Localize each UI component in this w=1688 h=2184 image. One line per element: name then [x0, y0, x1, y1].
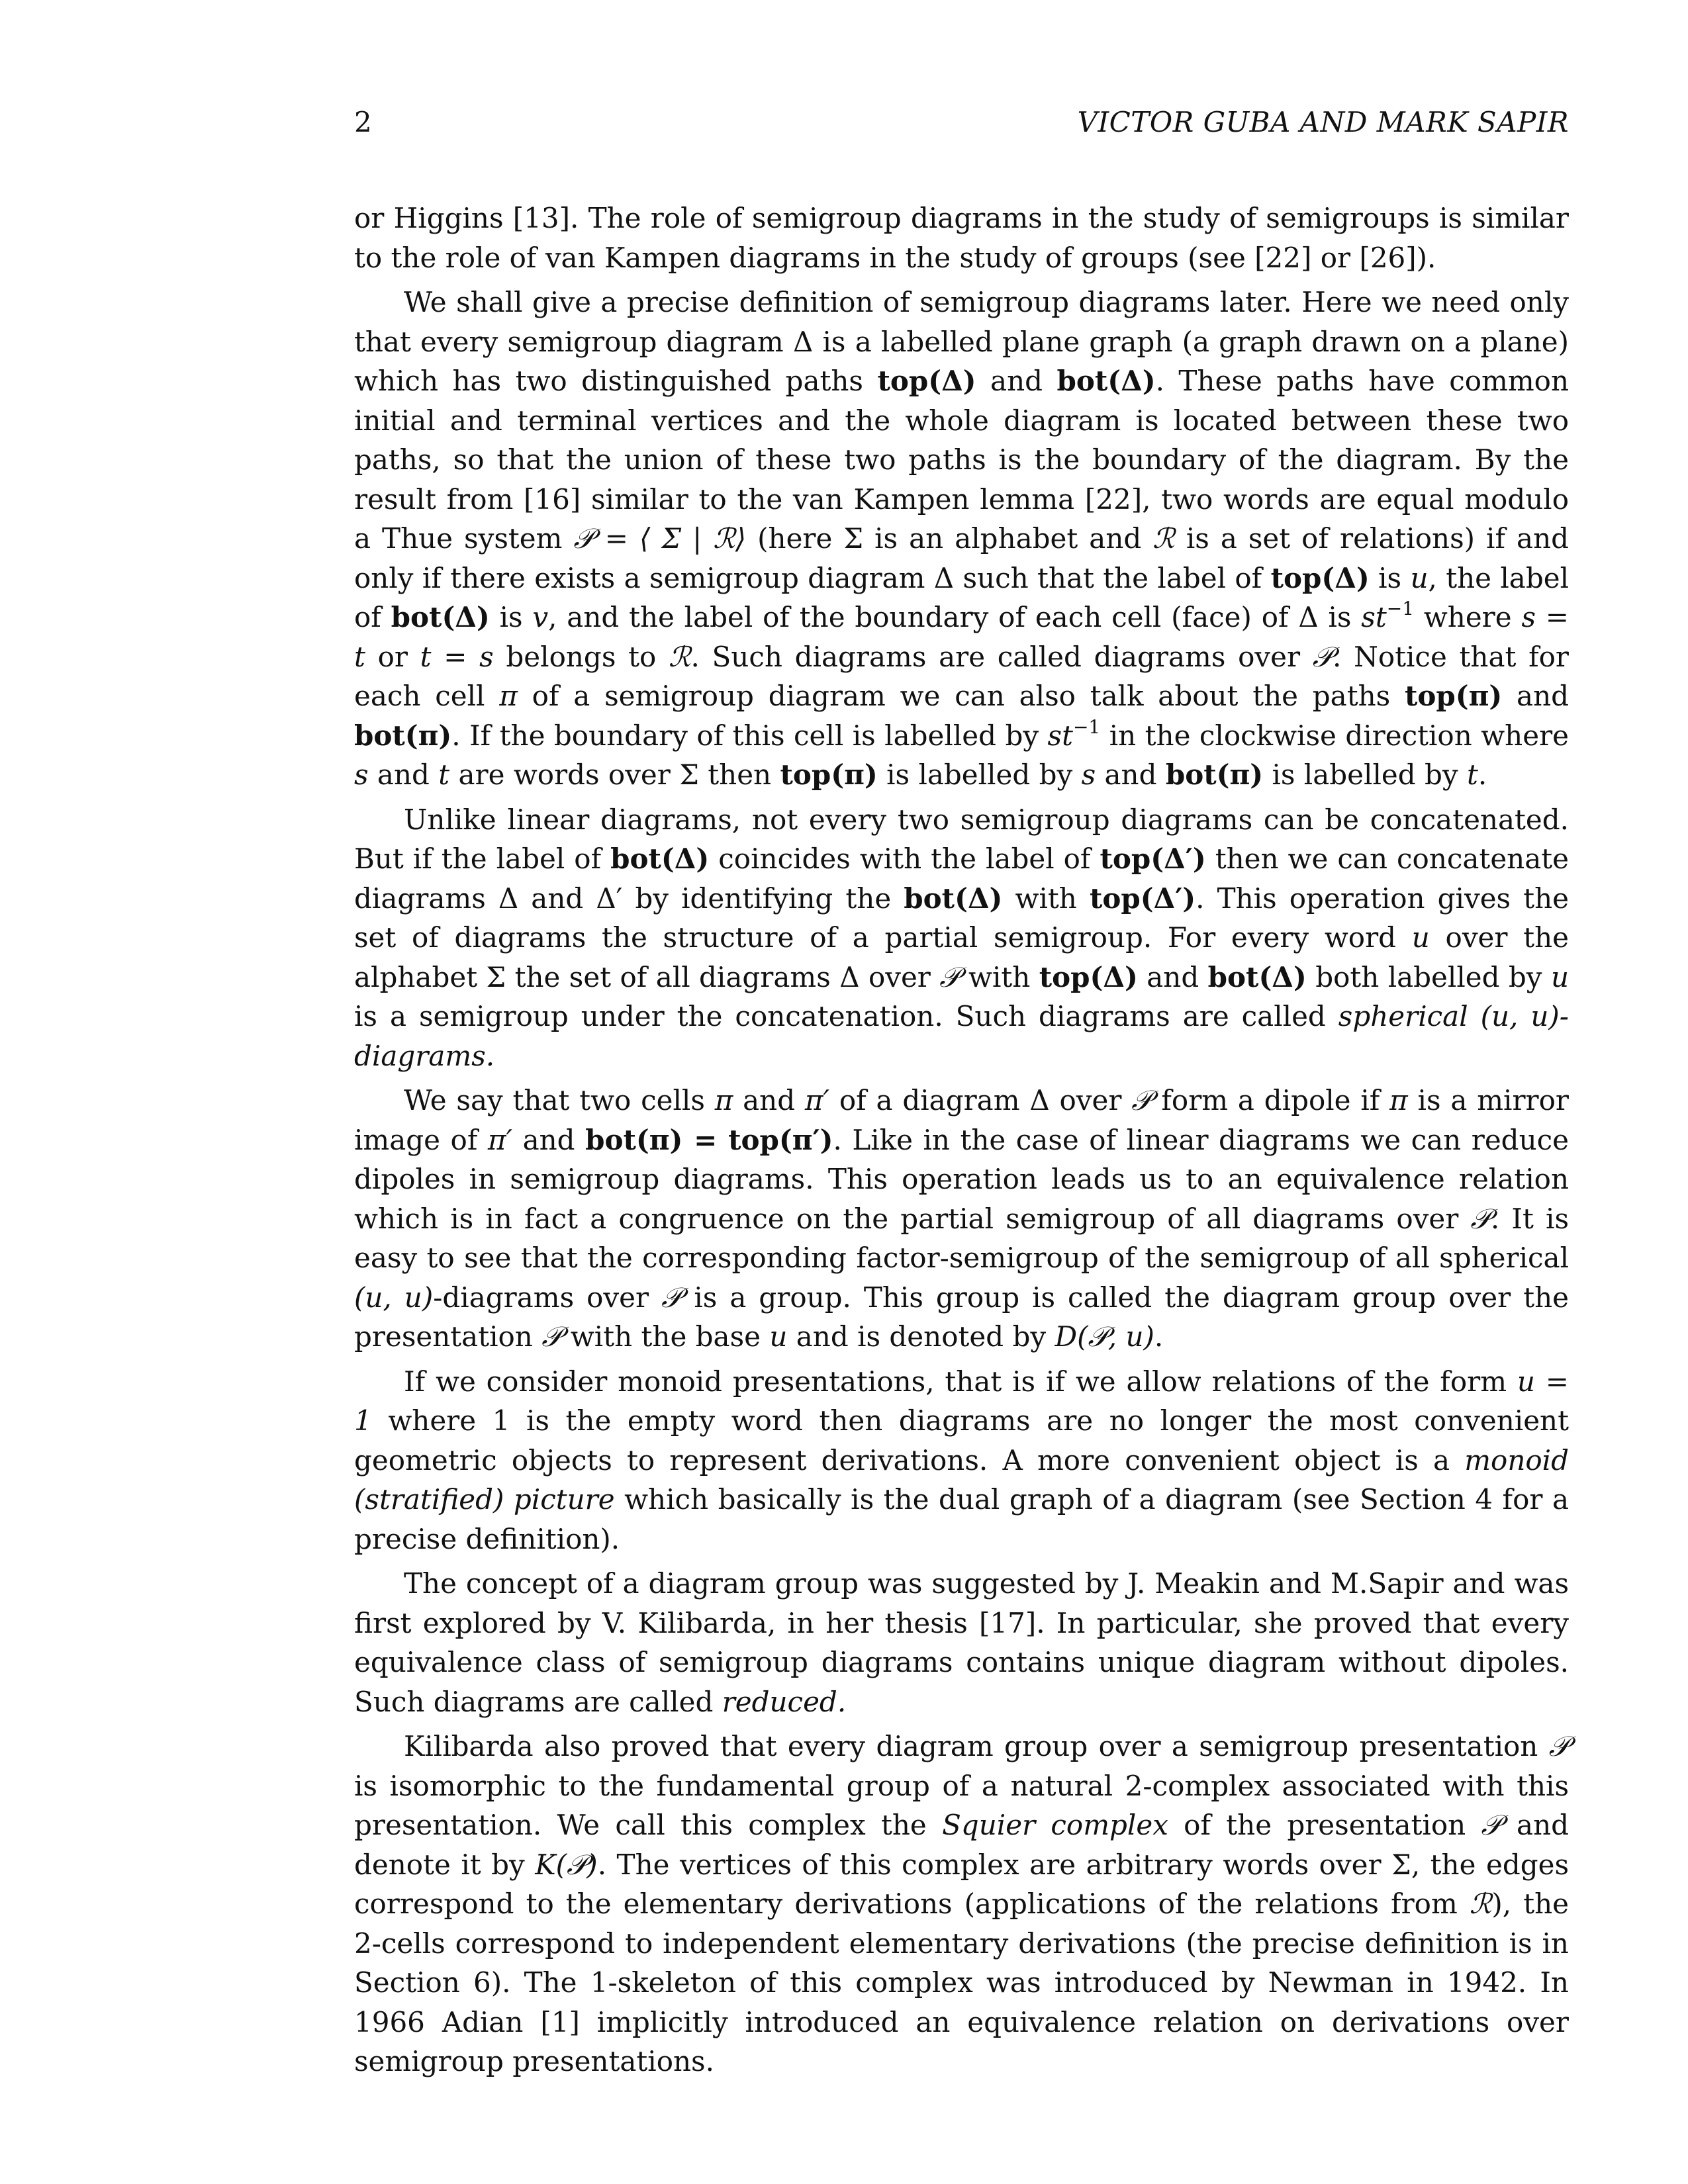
math-r: ℛ [1152, 522, 1175, 555]
math-p: 𝒫 [939, 960, 960, 993]
text-run: is [1318, 601, 1362, 633]
running-head [354, 103, 1569, 142]
math-sigma: Σ [486, 960, 506, 993]
text-run: and [976, 365, 1057, 397]
math-bot-delta: bot(Δ) [1056, 365, 1156, 397]
math-delta: Δ [839, 960, 860, 993]
text-run: ), the 2-cells correspond to independent elementary derivations (the precise definition is in Section 6). The 1-skeleton of this complex was introduced by Newman in 1942. In 1966 Adian [1] implicitly introduced an equivalence relation on derivations over semigroup presentations. [354, 1888, 1569, 2077]
running-title: VICTOR GUBA AND MARK SAPIR [1077, 106, 1569, 138]
text-run: We shall give a precise definition of semigroup diagrams later. Here we need only that every semigroup diagram [354, 286, 1569, 358]
text-run: is a semigroup under the concatenation. Such diagrams are called [354, 1000, 1338, 1032]
math-sigma: Σ [679, 758, 699, 791]
math-bot-pi: bot(π) [1165, 758, 1264, 791]
text-run: is [1369, 561, 1411, 594]
math-p: 𝒫 [541, 1320, 562, 1353]
math-u: u [1410, 561, 1429, 594]
math-t: t [1466, 758, 1478, 791]
text-run: and [1137, 960, 1208, 993]
paragraph-3 [354, 800, 1569, 1076]
text-run: . These paths have common initial and terminal vertices and the whole diagram is located between these two paths, so that the union of these two paths is the boundary of the diagram. By the result from [16] similar to the van Kampen lemma [22], two words are equal modulo a Thue system [354, 365, 1569, 555]
math-r: ℛ [1469, 1888, 1492, 1920]
math-delta: Δ [792, 325, 814, 358]
text-run: , and the label of the boundary of each cell (face) of [548, 601, 1299, 633]
text-run: or [365, 640, 420, 673]
text-run: , the edges correspond to the elementary derivations (applications of the relations from [354, 1848, 1569, 1920]
text-run: by identifying the [622, 882, 904, 915]
math-pi-prime: π′ [804, 1084, 830, 1116]
math-s-eq-t: s = t [354, 601, 1569, 673]
math-delta: Δ [933, 561, 955, 594]
text-run: with the base [561, 1320, 770, 1353]
text-run: the set of all diagrams [506, 960, 840, 993]
text-run: . Like in the case of linear diagrams we can reduce dipoles in semigroup diagrams. This operation leads us to an equivalence relation which is in fact a congruence on the partial semigroup of all diagrams over [354, 1123, 1569, 1235]
text-run: is labelled by [877, 758, 1082, 791]
text-run: both labelled by [1306, 960, 1551, 993]
math-p: 𝒫 [1470, 1202, 1491, 1235]
text-run: If we consider monoid presentations, that is if we allow relations of the form [404, 1365, 1517, 1398]
paragraph-7 [354, 1727, 1569, 2081]
math-s: s [1081, 758, 1096, 791]
math-top-delta-prime: top(Δ′) [1100, 842, 1206, 875]
text-run: . If the boundary of this cell is labelled by [451, 719, 1048, 752]
text-run: is isomorphic to the fundamental group of a natural 2-complex associated with this presentation. We call this complex the [354, 1769, 1569, 1841]
paragraph-6 [354, 1564, 1569, 1721]
math-sigma: Σ [843, 522, 864, 555]
math-u-eq-1: u = 1 [354, 1365, 1569, 1437]
text-run: and [1096, 758, 1166, 791]
text-run: form a dipole if [1151, 1084, 1390, 1116]
text-run: over [1049, 1084, 1132, 1116]
text-run: and is denoted by [787, 1320, 1055, 1353]
math-pi: π [499, 680, 518, 712]
math-squier-complex: K(𝒫) [535, 1848, 598, 1881]
math-bot-delta: bot(Δ) [1207, 960, 1307, 993]
text-run: which basically is the dual graph of a diagram (see Section 4 for a precise definition). [354, 1483, 1569, 1555]
text-run: or Higgins [13]. The role of semigroup diagrams in the study of semigroups is similar to the role of van Kampen diagrams in the study of groups (see [22] or [26]). [354, 202, 1569, 274]
text-run: -diagrams over [433, 1281, 662, 1314]
text-run: of a semigroup diagram we can also talk about the paths [517, 680, 1405, 712]
text-run: is an alphabet and [863, 522, 1153, 555]
math-p: 𝒫 [1131, 1084, 1152, 1116]
math-dipole-condition: bot(π) = top(π′) [585, 1123, 833, 1156]
text-run: and [733, 1084, 805, 1116]
text-run: is labelled by [1263, 758, 1467, 791]
math-top-delta-prime: top(Δ′) [1089, 882, 1196, 915]
text-run: then [698, 758, 780, 791]
text-run: . The vertices of this complex are arbitrary words over [597, 1848, 1392, 1881]
math-t-eq-s: t = s [420, 640, 494, 673]
text-run: and denote it by [354, 1809, 1570, 1881]
math-delta: Δ [1298, 601, 1319, 633]
math-bot-delta: bot(Δ) [610, 842, 710, 875]
text-run: . Such diagrams are called diagrams over [690, 640, 1313, 673]
math-top-pi: top(π) [1404, 680, 1503, 712]
math-delta: Δ [1029, 1084, 1050, 1116]
math-bot-pi: bot(π) [354, 719, 452, 752]
text-run: is a group. This group is called the diagram group over the presentation [354, 1281, 1570, 1353]
text-run: We say that two cells [404, 1084, 715, 1116]
math-diagram-group: D(𝒫, u) [1055, 1320, 1154, 1353]
math-s: s [354, 758, 369, 791]
math-p: 𝒫 [1312, 640, 1333, 673]
text-run: then we can concatenate diagrams [354, 842, 1569, 915]
paragraph-5 [354, 1362, 1569, 1559]
math-thue-system: 𝒫 = ⟨ Σ | ℛ⟩ [573, 522, 747, 555]
math-top-delta: top(Δ) [1039, 960, 1138, 993]
math-bot-delta: bot(Δ) [904, 882, 1003, 915]
term-spherical-diagrams: spherical (u, u)-diagrams. [354, 1000, 1569, 1072]
math-u: u [1411, 921, 1430, 954]
text-run: coincides with the label of [709, 842, 1100, 875]
paragraph-2 [354, 283, 1569, 795]
text-run: (here [746, 522, 844, 555]
math-pi-prime: π′ [487, 1123, 513, 1156]
math-exponent: −1 [1386, 598, 1415, 619]
text-run: is [489, 601, 533, 633]
text-run: such that the label of [954, 561, 1271, 594]
text-run: The concept of a diagram group was suggested by J. Meakin and M.Sapir and was first explored by V. Kilibarda, in her thesis [17]. In particular, she proved that every equivalence class of semigroup diagrams contains unique diagram without dipoles. Such diagrams are called [354, 1567, 1569, 1718]
math-bot-delta: bot(Δ) [391, 601, 490, 633]
text-run: where 1 is the empty word then diagrams are no longer the most convenient geometric objects to represent derivations. A more convenient object is a [354, 1404, 1569, 1477]
text-run: Unlike linear diagrams, not every two semigroup diagrams can be concatenated. But if the label of [354, 803, 1569, 875]
math-top-delta: top(Δ) [1270, 561, 1370, 594]
text-run: . Notice that for each cell [354, 640, 1569, 712]
text-run: with [1002, 882, 1090, 915]
text-run: and [518, 882, 596, 915]
math-p: 𝒫 [661, 1281, 682, 1314]
text-run: and [512, 1123, 586, 1156]
text-run: where [1414, 601, 1522, 633]
text-run: in the clockwise direction where [1100, 719, 1570, 752]
math-top-pi: top(π) [780, 758, 878, 791]
text-run: . [1154, 1320, 1164, 1353]
text-run: are words over [449, 758, 680, 791]
term-squier-complex: Squier complex [942, 1809, 1168, 1841]
text-run: is a set of relations) if and only if there exists a semigroup diagram [354, 522, 1569, 594]
math-sigma: Σ [1391, 1848, 1411, 1881]
text-run: Kilibarda also proved that every diagram group over a semigroup presentation [404, 1730, 1549, 1762]
text-run: . It is easy to see that the corresponding factor-semigroup of the semigroup of all spherical [354, 1202, 1569, 1274]
text-run: is a labelled plane graph (a graph drawn on a plane) which has two distinguished paths [354, 325, 1569, 397]
text-run: belongs to [493, 640, 669, 673]
math-uu: (u, u) [354, 1281, 434, 1314]
math-u: u [1550, 960, 1570, 993]
term-reduced: reduced. [722, 1685, 847, 1718]
math-top-delta: top(Δ) [877, 365, 976, 397]
paragraph-4 [354, 1081, 1569, 1357]
text-run: with [959, 960, 1039, 993]
math-p: 𝒫 [1548, 1730, 1569, 1762]
text-run: over [859, 960, 940, 993]
text-run: of a diagram [829, 1084, 1030, 1116]
text-run: is a mirror image of [354, 1084, 1569, 1156]
math-st: st [1361, 601, 1387, 633]
page-number: 2 [354, 106, 372, 138]
math-delta-prime: Δ′ [596, 882, 623, 915]
math-pi: π [714, 1084, 733, 1116]
math-st: st [1047, 719, 1073, 752]
term-monoid-picture: monoid (stratified) picture [354, 1443, 1569, 1516]
text-run: of the presentation [1168, 1809, 1481, 1841]
math-r: ℛ [668, 640, 691, 673]
text-run: , the label of [354, 561, 1570, 633]
math-v: v [532, 601, 549, 633]
paragraph-1 [354, 199, 1569, 277]
text-run: . This operation gives the set of diagrams the structure of a partial semigroup. For every word [354, 882, 1570, 954]
body-text [354, 199, 1569, 2087]
text-run: . [1477, 758, 1487, 791]
math-t: t [438, 758, 450, 791]
text-run: and [368, 758, 439, 791]
math-p: 𝒫 [1481, 1809, 1501, 1841]
text-run: and [1502, 680, 1570, 712]
math-delta: Δ [498, 882, 519, 915]
math-pi: π [1389, 1084, 1408, 1116]
math-u: u [769, 1320, 788, 1353]
text-run: over the alphabet [354, 921, 1569, 993]
math-exponent: −1 [1072, 715, 1101, 738]
